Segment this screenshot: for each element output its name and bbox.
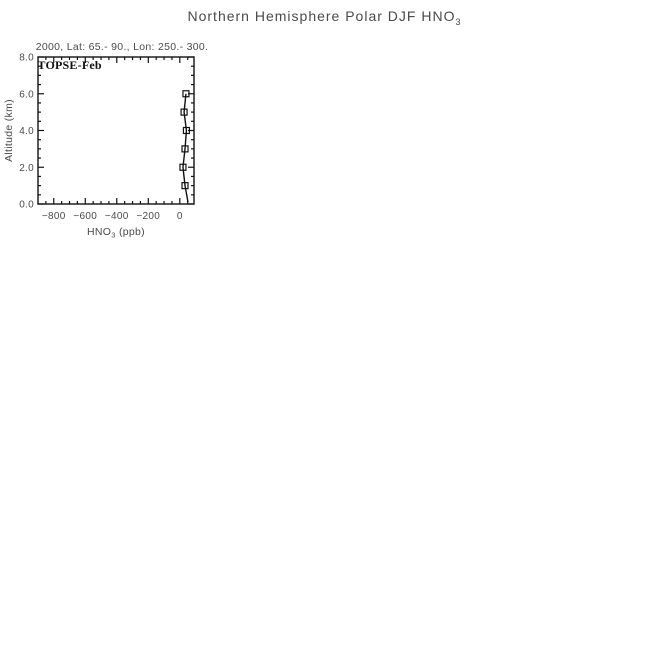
x-tick-label: 0 bbox=[176, 211, 183, 222]
profile-chart bbox=[0, 0, 280, 260]
x-tick-label: −800 bbox=[41, 211, 66, 222]
y-tick-label: 2.0 bbox=[19, 162, 34, 174]
y-tick-label: 4.0 bbox=[19, 126, 34, 137]
y-axis-title: Altitude (km) bbox=[3, 99, 15, 162]
figure-title-text: Northern Hemisphere Polar DJF HNO bbox=[187, 8, 456, 24]
plot-subtitle: 2000, Lat: 65.- 90., Lon: 250.- 300. bbox=[35, 41, 209, 53]
y-tick-label: 0.0 bbox=[19, 199, 34, 211]
x-tick-label: −600 bbox=[73, 211, 98, 222]
x-tick-label: −400 bbox=[104, 211, 129, 222]
figure-title-subscript: 3 bbox=[455, 16, 461, 27]
plot-frame bbox=[38, 57, 194, 204]
x-tick-label: −200 bbox=[136, 211, 161, 222]
x-axis-title: $HNO_3$ (ppb) bbox=[87, 226, 145, 240]
plot-annotation: TOPSE-Feb bbox=[37, 58, 102, 72]
y-tick-label: 8.0 bbox=[19, 52, 34, 64]
y-tick-label: 6.0 bbox=[19, 89, 34, 101]
